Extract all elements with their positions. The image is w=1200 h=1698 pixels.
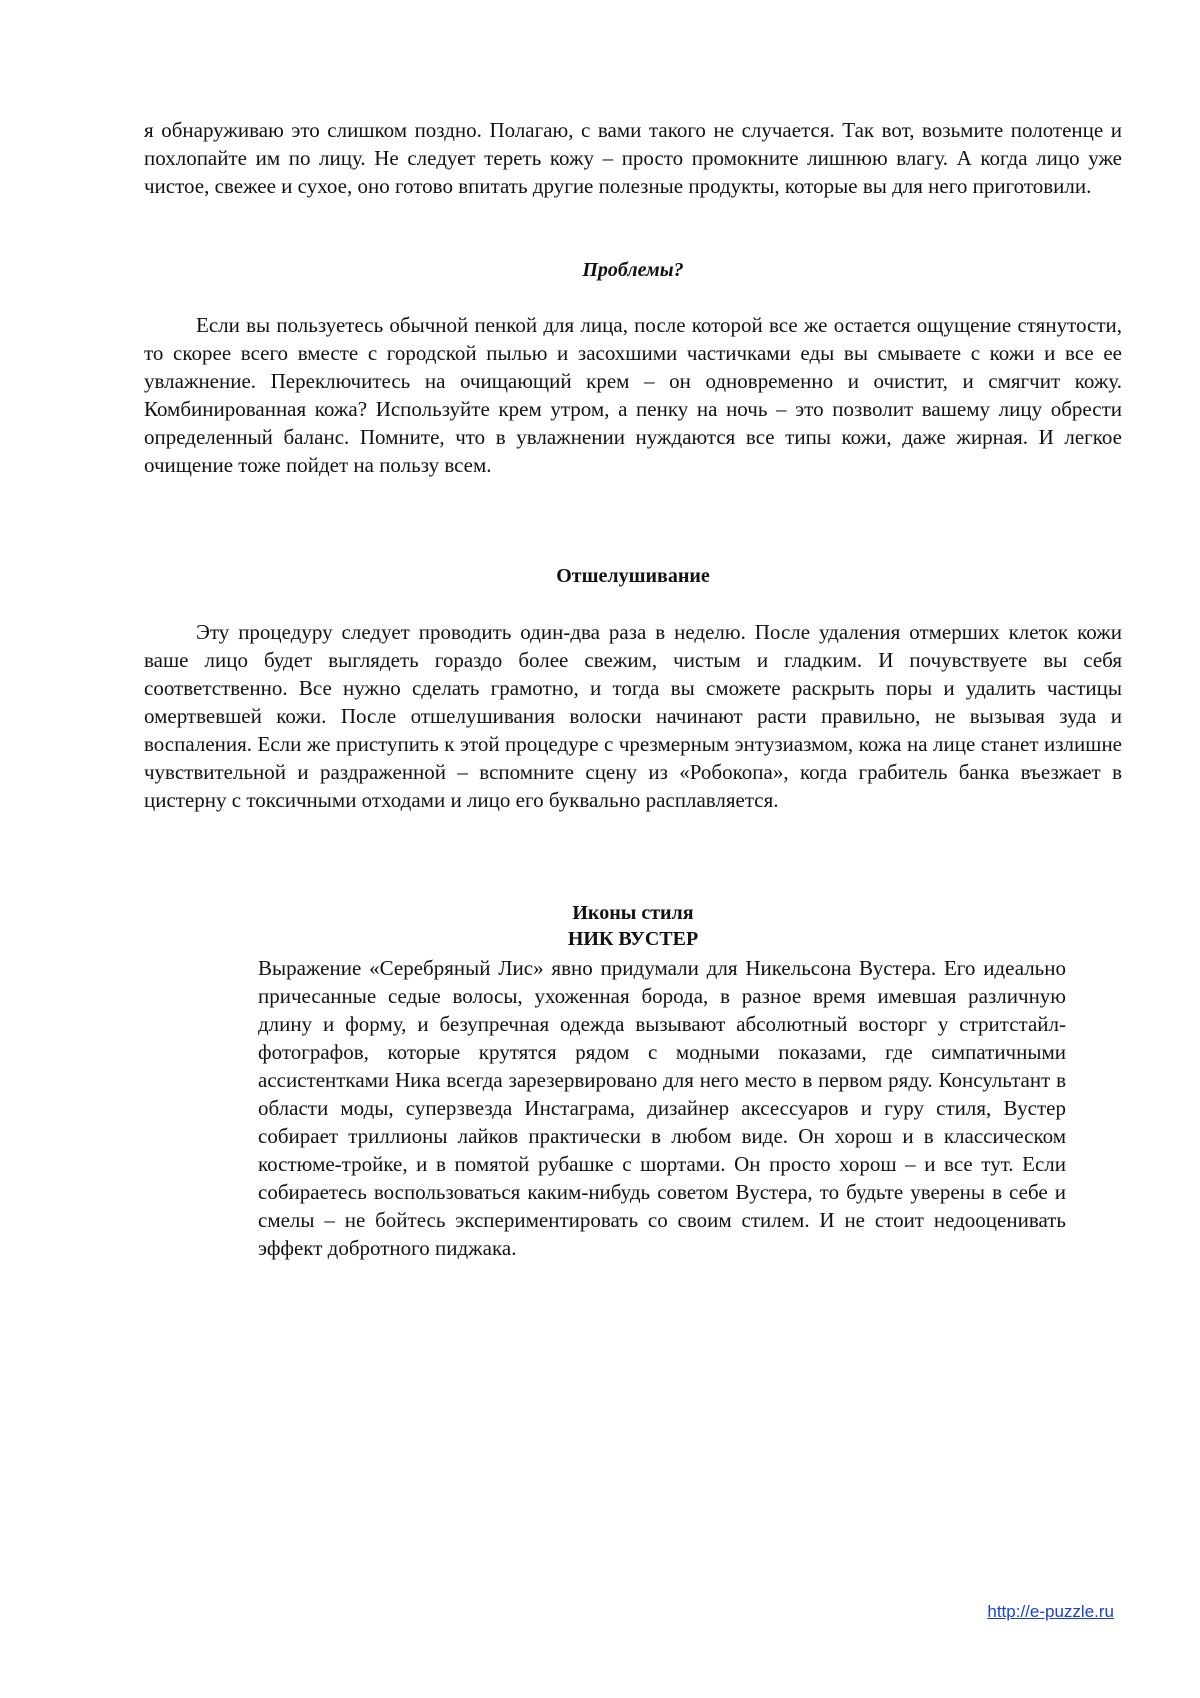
peeling-heading: Отшелушивание	[556, 565, 710, 587]
intro-paragraph: я обнаруживаю это слишком поздно. Полагаю, с вами такого не случается. Так вот, возьмите полотенце и похлопайте им по лицу. Не следует тереть кожу – просто промокните лишнюю влагу. А когда лицо уже чистое, свежее и сухое, оно готово впитать другие полезные продукты, которые вы для него приготовили.	[144, 118, 1122, 198]
footer-site-link[interactable]: http://e-puzzle.ru	[987, 1602, 1114, 1621]
problems-heading: Проблемы?	[582, 259, 684, 281]
nick-wooster-subheading: НИК ВУСТЕР	[567, 928, 699, 950]
problems-paragraph: Если вы пользуетесь обычной пенкой для лица, после которой все же остается ощущение стянутости, то скорее всего вместе с городской пылью и засохшими частичками еды вы смываете с кожи и все ее увлажнение. Переключитесь на очищающий крем – он одновременно и очистит, и смягчит кожу. Комбинированная кожа? Используйте крем утром, а пенку на ночь – это позволит вашему лицу обрести определенный баланс. Помните, что в увлажнении нуждаются все типы кожи, даже жирная. И легкое очищение тоже пойдет на пользу всем.	[144, 313, 1122, 477]
style-icons-heading: Иконы стиля	[572, 902, 694, 924]
peeling-paragraph: Эту процедуру следует проводить один-два раза в неделю. После удаления отмерших клеток кожи ваше лицо будет выглядеть гораздо более свежим, чистым и гладким. И почувствуете вы себя соответственно. Все нужно сделать грамотно, и тогда вы сможете раскрыть поры и удалить частицы омертвевшей кожи. После отшелушивания волоски начинают расти правильно, не вызывая зуда и воспаления. Если же приступить к этой процедуре с чрезмерным энтузиазмом, кожа на лице станет излишне чувствительной и раздраженной – вспомните сцену из «Робокопа», когда грабитель банка въезжает в цистерну с токсичными отходами и лицо его буквально расплавляется.	[144, 620, 1122, 812]
nick-wooster-paragraph: Выражение «Серебряный Лис» явно придумали для Никельсона Вустера. Его идеально причесанные седые волосы, ухоженная борода, в разное время имевшая различную длину и форму, и безупречная одежда вызывают абсолютный восторг у стритстайл-фотографов, которые крутятся рядом с модными показами, где симпатичными ассистентками Ника всегда зарезервировано для него место в первом ряду. Консультант в области моды, суперзвезда Инстаграма, дизайнер аксессуаров и гуру стиля, Вустер собирает триллионы лайков практически в любом виде. Он хорош и в классическом костюме-тройке, и в помятой рубашке с шортами. Он просто хорош – и все тут. Если собираетесь воспользоваться каким-нибудь советом Вустера, то будьте уверены в себе и смелы – не бойтесь экспериментировать со своим стилем. И не стоит недооценивать эффект добротного пиджака.	[258, 956, 1066, 1260]
